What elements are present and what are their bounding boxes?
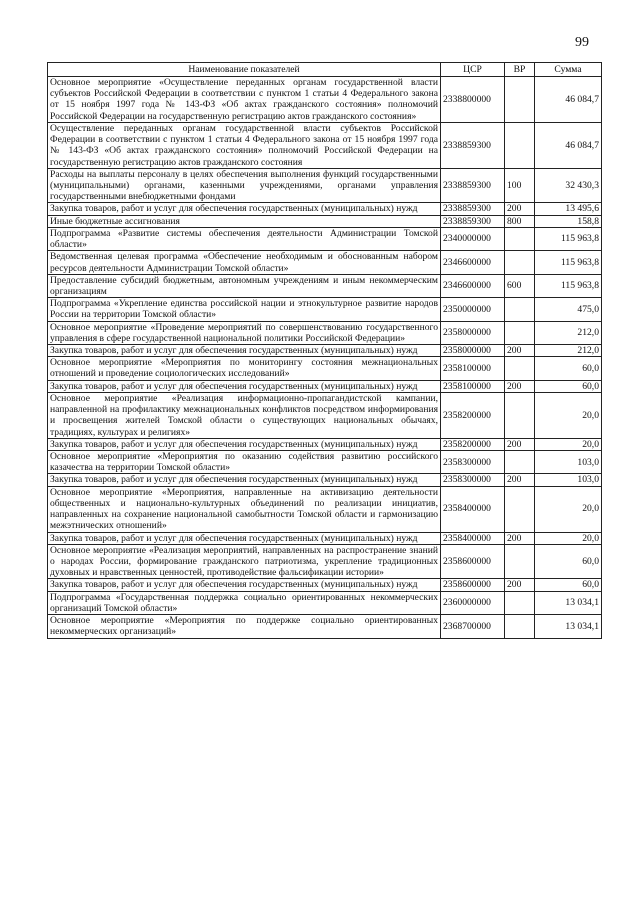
row-csr: 2338859300 (441, 215, 505, 227)
row-vr: 200 (505, 438, 535, 450)
row-csr: 2346600000 (441, 251, 505, 274)
table-row (48, 532, 602, 544)
row-name: Предоставление субсидий бюджетным, автономным учреждениям и иным некоммерческим организациям (48, 274, 441, 297)
row-csr: 2358100000 (441, 357, 505, 380)
table-row (48, 168, 602, 203)
row-sum: 212,0 (535, 321, 602, 344)
row-vr (505, 298, 535, 321)
row-name: Основное мероприятие «Реализация информационно-пропагандистской кампании, направленной на профилактику межнациональных конфликтов посредством информирования и просвещения жителей Томской области о существующих национальных обычаях, традициях, культурах и религиях» (48, 392, 441, 438)
row-vr (505, 451, 535, 474)
row-vr (505, 227, 535, 250)
table-row (48, 591, 602, 614)
table-row (48, 251, 602, 274)
row-csr: 2340000000 (441, 227, 505, 250)
row-vr: 800 (505, 215, 535, 227)
row-vr: 200 (505, 203, 535, 215)
row-vr (505, 591, 535, 614)
row-sum: 115 963,8 (535, 251, 602, 274)
row-sum: 20,0 (535, 532, 602, 544)
row-sum: 13 034,1 (535, 591, 602, 614)
table-row (48, 215, 602, 227)
table-row (48, 321, 602, 344)
table-row (48, 392, 602, 438)
row-name: Расходы на выплаты персоналу в целях обеспечения выполнения функций государственными (муниципальными) органами, казенными учреждениями, органами управления государственными внебюджетными фондами (48, 168, 441, 203)
row-name: Иные бюджетные ассигнования (48, 215, 441, 227)
row-sum: 115 963,8 (535, 227, 602, 250)
row-vr (505, 615, 535, 638)
row-sum: 103,0 (535, 474, 602, 486)
row-csr: 2338859300 (441, 203, 505, 215)
row-vr (505, 122, 535, 168)
row-vr: 100 (505, 168, 535, 203)
header-sum: Сумма (535, 63, 602, 77)
row-name: Основное мероприятие «Проведение мероприятий по совершенствованию государственного управления в сфере государственной национальной политики Российской Федерации» (48, 321, 441, 344)
table-row (48, 122, 602, 168)
table-row (48, 77, 602, 123)
row-csr: 2358000000 (441, 321, 505, 344)
table-row (48, 345, 602, 357)
table-row (48, 438, 602, 450)
row-name: Основное мероприятие «Осуществление переданных органам государственной власти субъектов Российской Федерации в соответствии с пунктом 1 статьи 4 Федерального закона от 15 ноября 1997 года № 143-ФЗ «Об актах гражданского состояния» полномочий Российской Федерации на государственную регистрацию актов гражданского состояния» (48, 77, 441, 123)
row-csr: 2338859300 (441, 168, 505, 203)
row-name: Основное мероприятие «Мероприятия по поддержке социально ориентированных некоммерческих организаций» (48, 615, 441, 638)
page-number: 99 (575, 35, 589, 50)
row-sum: 20,0 (535, 486, 602, 532)
row-vr (505, 321, 535, 344)
row-csr: 2358200000 (441, 438, 505, 450)
row-sum: 46 084,7 (535, 122, 602, 168)
table-row (48, 203, 602, 215)
header-vr: ВР (505, 63, 535, 77)
row-csr: 2358200000 (441, 392, 505, 438)
row-name: Закупка товаров, работ и услуг для обеспечения государственных (муниципальных) нужд (48, 345, 441, 357)
row-csr: 2358100000 (441, 380, 505, 392)
table-row (48, 486, 602, 532)
row-vr: 200 (505, 474, 535, 486)
row-name: Закупка товаров, работ и услуг для обеспечения государственных (муниципальных) нужд (48, 474, 441, 486)
table-row (48, 357, 602, 380)
row-sum: 20,0 (535, 392, 602, 438)
row-name: Основное мероприятие «Мероприятия, направленные на активизацию деятельности общественных и национально-культурных объединений по реализации инициатив, направленных на сохранение национальной самобытности Томской области и гармонизацию межэтнических отношений» (48, 486, 441, 532)
row-sum: 46 084,7 (535, 77, 602, 123)
row-name: Осуществление переданных органам государственной власти субъектов Российской Федерации в соответствии с пунктом 1 статьи 4 Федерального закона от 15 ноября 1997 года № 143-ФЗ «Об актах гражданского состояния» полномочий Российской Федерации на государственную регистрацию актов гражданского состояния (48, 122, 441, 168)
row-sum: 60,0 (535, 357, 602, 380)
row-sum: 158,8 (535, 215, 602, 227)
row-sum: 115 963,8 (535, 274, 602, 297)
row-vr (505, 544, 535, 579)
row-name: Основное мероприятие «Реализация мероприятий, направленных на распространение знаний о народах России, формирование гражданского патриотизма, укрепление традиционных духовных и нравственных ценностей, противодействие фальсификации истории» (48, 544, 441, 579)
row-vr: 200 (505, 345, 535, 357)
row-sum: 60,0 (535, 544, 602, 579)
row-csr: 2358600000 (441, 579, 505, 591)
row-csr: 2358400000 (441, 486, 505, 532)
table-row (48, 544, 602, 579)
row-name: Подпрограмма «Государственная поддержка социально ориентированных некоммерческих организаций Томской области» (48, 591, 441, 614)
row-name: Основное мероприятие «Мероприятия по оказанию содействия развитию российского казачества на территории Томской области» (48, 451, 441, 474)
row-sum: 212,0 (535, 345, 602, 357)
row-name: Закупка товаров, работ и услуг для обеспечения государственных (муниципальных) нужд (48, 579, 441, 591)
table-row (48, 227, 602, 250)
table-row (48, 380, 602, 392)
row-name: Подпрограмма «Развитие системы обеспечения деятельности Администрации Томской области» (48, 227, 441, 250)
row-sum: 20,0 (535, 438, 602, 450)
row-name: Закупка товаров, работ и услуг для обеспечения государственных (муниципальных) нужд (48, 203, 441, 215)
row-vr: 600 (505, 274, 535, 297)
row-sum: 13 495,6 (535, 203, 602, 215)
row-csr: 2368700000 (441, 615, 505, 638)
row-name: Основное мероприятие «Мероприятия по мониторингу состояния межнациональных отношений и проведение социологических исследований» (48, 357, 441, 380)
table-row (48, 451, 602, 474)
row-vr (505, 357, 535, 380)
table-row (48, 615, 602, 638)
row-name: Закупка товаров, работ и услуг для обеспечения государственных (муниципальных) нужд (48, 438, 441, 450)
row-sum: 32 430,3 (535, 168, 602, 203)
row-csr: 2338859300 (441, 122, 505, 168)
row-name: Закупка товаров, работ и услуг для обеспечения государственных (муниципальных) нужд (48, 532, 441, 544)
row-vr: 200 (505, 579, 535, 591)
row-vr (505, 486, 535, 532)
header-name: Наименование показателей (48, 63, 441, 77)
row-vr: 200 (505, 380, 535, 392)
table-row (48, 274, 602, 297)
row-name: Подпрограмма «Укрепление единства российской нации и этнокультурное развитие народов России на территории Томской области» (48, 298, 441, 321)
row-name: Закупка товаров, работ и услуг для обеспечения государственных (муниципальных) нужд (48, 380, 441, 392)
row-csr: 2346600000 (441, 274, 505, 297)
row-sum: 475,0 (535, 298, 602, 321)
row-csr: 2358000000 (441, 345, 505, 357)
row-vr (505, 392, 535, 438)
table-header-row (48, 63, 602, 77)
row-csr: 2338800000 (441, 77, 505, 123)
row-csr: 2360000000 (441, 591, 505, 614)
row-csr: 2358600000 (441, 544, 505, 579)
table-row (48, 474, 602, 486)
row-csr: 2350000000 (441, 298, 505, 321)
row-sum: 60,0 (535, 579, 602, 591)
row-sum: 103,0 (535, 451, 602, 474)
table-row (48, 298, 602, 321)
row-csr: 2358300000 (441, 474, 505, 486)
row-vr: 200 (505, 532, 535, 544)
row-sum: 13 034,1 (535, 615, 602, 638)
row-sum: 60,0 (535, 380, 602, 392)
header-csr: ЦСР (441, 63, 505, 77)
row-csr: 2358400000 (441, 532, 505, 544)
row-vr (505, 251, 535, 274)
budget-table (47, 62, 602, 639)
table-row (48, 579, 602, 591)
row-csr: 2358300000 (441, 451, 505, 474)
row-name: Ведомственная целевая программа «Обеспечение необходимым и обоснованным набором ресурсов деятельности Администрации Томской области» (48, 251, 441, 274)
row-vr (505, 77, 535, 123)
